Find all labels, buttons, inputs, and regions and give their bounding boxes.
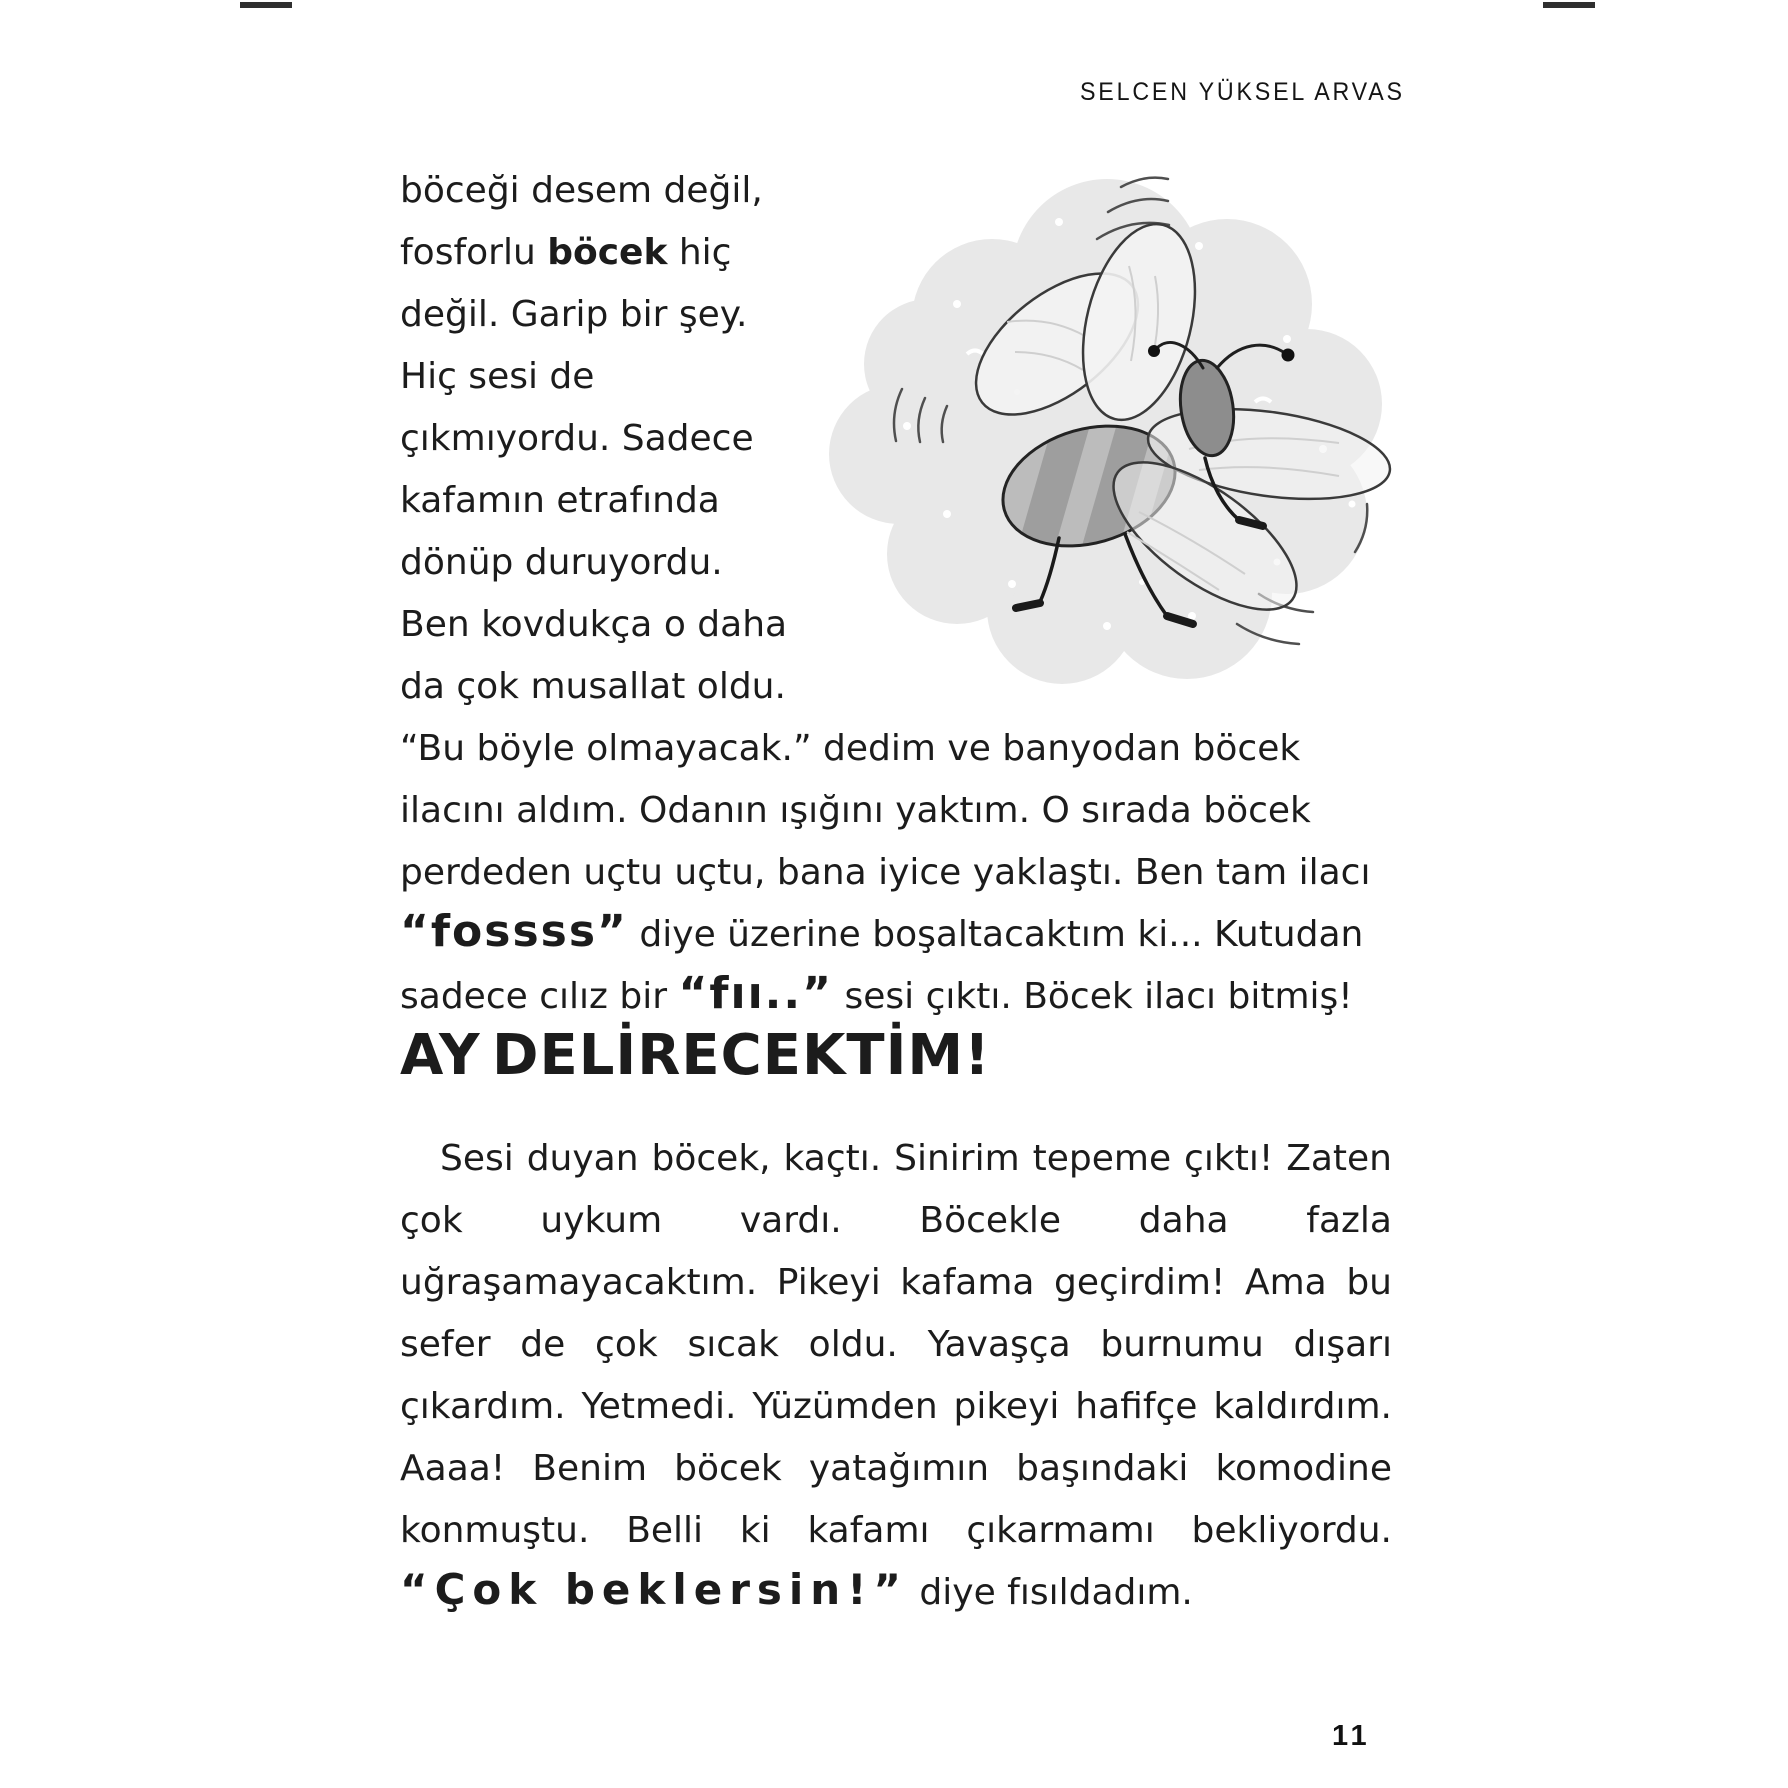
shout-delirecektim: DELİRECEKTİM! (491, 1023, 991, 1088)
trim-mark-right (1543, 2, 1595, 8)
p1-bold-word: böcek (547, 232, 668, 273)
p1-text: diye üzerine boşaltacaktım ki... Kutudan sadece cılız bir (400, 914, 1364, 1017)
p1-text: böceği desem değil, fosforlu (400, 170, 763, 273)
paragraph-2 (400, 1128, 1392, 1624)
p1-text: sesi çıktı. Böcek ilacı bitmiş! (833, 976, 1353, 1017)
page-content (400, 160, 1392, 1624)
paragraph-1 (400, 160, 1392, 1094)
p1-text: hiç değil. Garip bir şey. Hiç sesi de çıkmıyordu. Sadece kafamın etrafında dönüp duruyordu. Ben kovdukça o daha da çok musallat oldu. “Bu böyle olmayacak.” dedim ve banyodan böcek ilacını aldım. Odanın ışığını yaktım. O sırada böcek perdeden uçtu uçtu, bana iyice yaklaştı. Ben tam ilacı (400, 232, 1371, 893)
shout-ay: AY (400, 1023, 481, 1088)
sound-effect-fossss: “fossss” (400, 906, 628, 957)
firefly-illustration (807, 154, 1392, 694)
p2-text: Sesi duyan böcek, kaçtı. Sinirim tepeme çıktı! Zaten çok uykum vardı. Böcekle daha fazla uğraşamayacaktım. Pikeyi kafama geçirdim! Ama bu sefer de çok sıcak oldu. Yavaşça burnumu dışarı çıkardım. Yetmedi. Yüzümden pikeyi hafifçe kaldırdım. Aaaa! Benim böcek yatağımın başındaki komodine konmuştu. Belli ki kafamı çıkarmamı bekliyordu. (400, 1138, 1392, 1551)
p2-text: diye fısıldadım. (907, 1572, 1193, 1613)
sound-effect-fii: “fıı..” (678, 968, 834, 1019)
page-number: 11 (1332, 1720, 1371, 1752)
running-header: SELCEN YÜKSEL ARVAS (1080, 78, 1405, 106)
trim-mark-left (240, 2, 292, 8)
whisper-cok-beklersin: “Çok beklersin!” (400, 1565, 908, 1614)
